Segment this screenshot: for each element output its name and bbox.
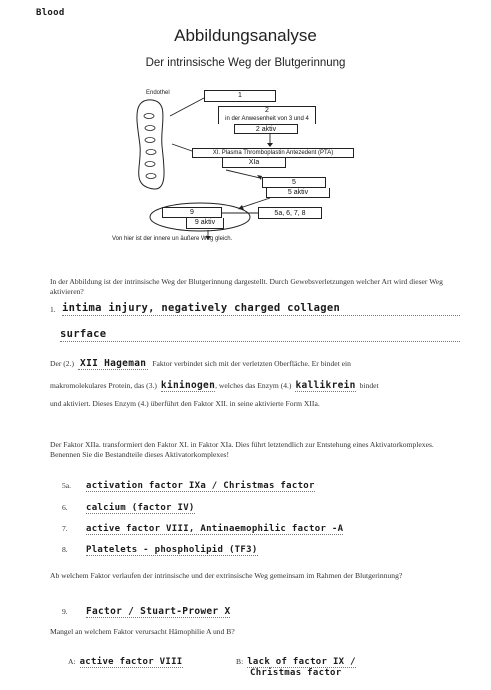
q1-prompt: In der Abbildung ist der intrinsische Weg der Blutgerinnung dargestellt. Durch Gewebsverletzungen welcher Art wird dieser Weg aktivieren? <box>50 277 443 296</box>
item-answer[interactable]: Platelets - phospholipid (TF3) <box>86 545 258 555</box>
item-number: 8. <box>62 545 68 554</box>
complex-item-7 <box>62 518 472 532</box>
hemophilia-a-answer[interactable]: active factor VIII <box>79 657 183 667</box>
coagulation-diagram <box>100 86 400 251</box>
complex-item-8 <box>62 539 462 553</box>
q5-prompt: Mangel an welchem Faktor verursacht Hämophilie A und B? <box>50 627 235 636</box>
box-1: 1 <box>204 90 276 102</box>
box-9-aktiv: 9 aktiv <box>186 218 224 229</box>
q4-answer[interactable]: Factor / Stuart-Prower X <box>86 606 231 617</box>
q3-prompt: Der Faktor XIIa. transformiert den Faktor XI. in Faktor XIa. Dies führt letztendlich zur Entstehung eines Aktivatorkomplexes. Benennen Sie die Bestandteile dieses Aktivatorkomplexes! <box>50 440 434 459</box>
hemophilia-b-row <box>236 651 466 665</box>
box-5-aktiv: 5 aktiv <box>266 188 330 198</box>
box-9: 9 <box>162 207 222 218</box>
hemophilia-b-answer-line1[interactable]: lack of factor IX / <box>247 657 356 667</box>
item-answer[interactable]: activation factor IXa / Christmas factor <box>86 481 315 491</box>
q4-answer-row <box>62 601 462 615</box>
box-xia: XIa <box>222 158 286 168</box>
q4-prompt: Ab welchem Faktor verlaufen der intrinsische und der extrinsische Weg gemeinsam im Rahmen der Blutgerinnung? <box>50 571 403 580</box>
endothel-label: Endothel <box>146 90 170 96</box>
q2-text-e: bindet <box>359 381 379 390</box>
hemophilia-b-answer-line2[interactable]: Christmas factor <box>250 668 342 678</box>
box-2 <box>218 106 316 124</box>
q2-text-c: makromolekulares Protein, das (3.) <box>50 381 157 390</box>
complex-item-6 <box>62 497 462 511</box>
diagram-caption: Von hier ist der innere un äußere Weg gleich. <box>112 236 233 242</box>
item-answer[interactable]: active factor VIII, Antinaemophilic factor -A <box>86 524 344 534</box>
page-subtitle: Der intrinsische Weg der Blutgerinnung <box>145 57 346 69</box>
complex-item-5a <box>62 475 462 489</box>
item-number: 6. <box>62 503 68 512</box>
box-5: 5 <box>262 177 326 188</box>
q2-line3: und aktiviert. Dieses Enzym (4.) überführt den Faktor XII. in seine aktivierte Form XIIa. <box>50 399 320 408</box>
hemophilia-a-label: A: <box>68 657 76 666</box>
item-number: 5a. <box>62 481 72 490</box>
q2-answer-factor[interactable]: XII Hageman <box>80 358 147 369</box>
box-2-number: 2 <box>265 107 269 114</box>
box-2-aktiv: 2 aktiv <box>234 124 298 134</box>
corner-note: Blood <box>36 8 65 18</box>
q3-answer-protein[interactable]: kininogen <box>160 380 216 391</box>
q1-answer-line1[interactable]: intima injury, negatively charged collagen <box>62 301 460 316</box>
hemophilia-a-row <box>68 651 238 665</box>
q1-answer-row <box>50 301 460 317</box>
q1-answer-line2[interactable]: surface <box>60 327 460 342</box>
hemophilia-b-label: B: <box>236 657 244 666</box>
box-pta: XI. Plasma Thromboplastin Antezedent (PTA) <box>192 148 354 158</box>
q2-text-d: , welches das Enzym (4.) <box>215 381 292 390</box>
q2-line2 <box>50 375 470 389</box>
box-cofactors: 5a, 6, 7, 8 <box>258 207 322 219</box>
q2-text-b: Faktor verbindet sich mit der verletzten Oberfläche. Er bindet ein <box>152 359 351 368</box>
item-answer[interactable]: calcium (factor IV) <box>86 503 195 513</box>
item-number: 7. <box>62 524 68 533</box>
page-title: Abbildungsanalyse <box>174 26 317 45</box>
q1-number: 1. <box>50 305 56 314</box>
box-2-text: in der Anwesenheit von 3 und 4 <box>225 116 309 122</box>
q4-number: 9. <box>62 607 68 616</box>
q4-answer-enzyme[interactable]: kallikrein <box>295 380 356 391</box>
q2-text-a: Der (2.) <box>50 359 75 368</box>
q2-line1 <box>50 353 470 367</box>
